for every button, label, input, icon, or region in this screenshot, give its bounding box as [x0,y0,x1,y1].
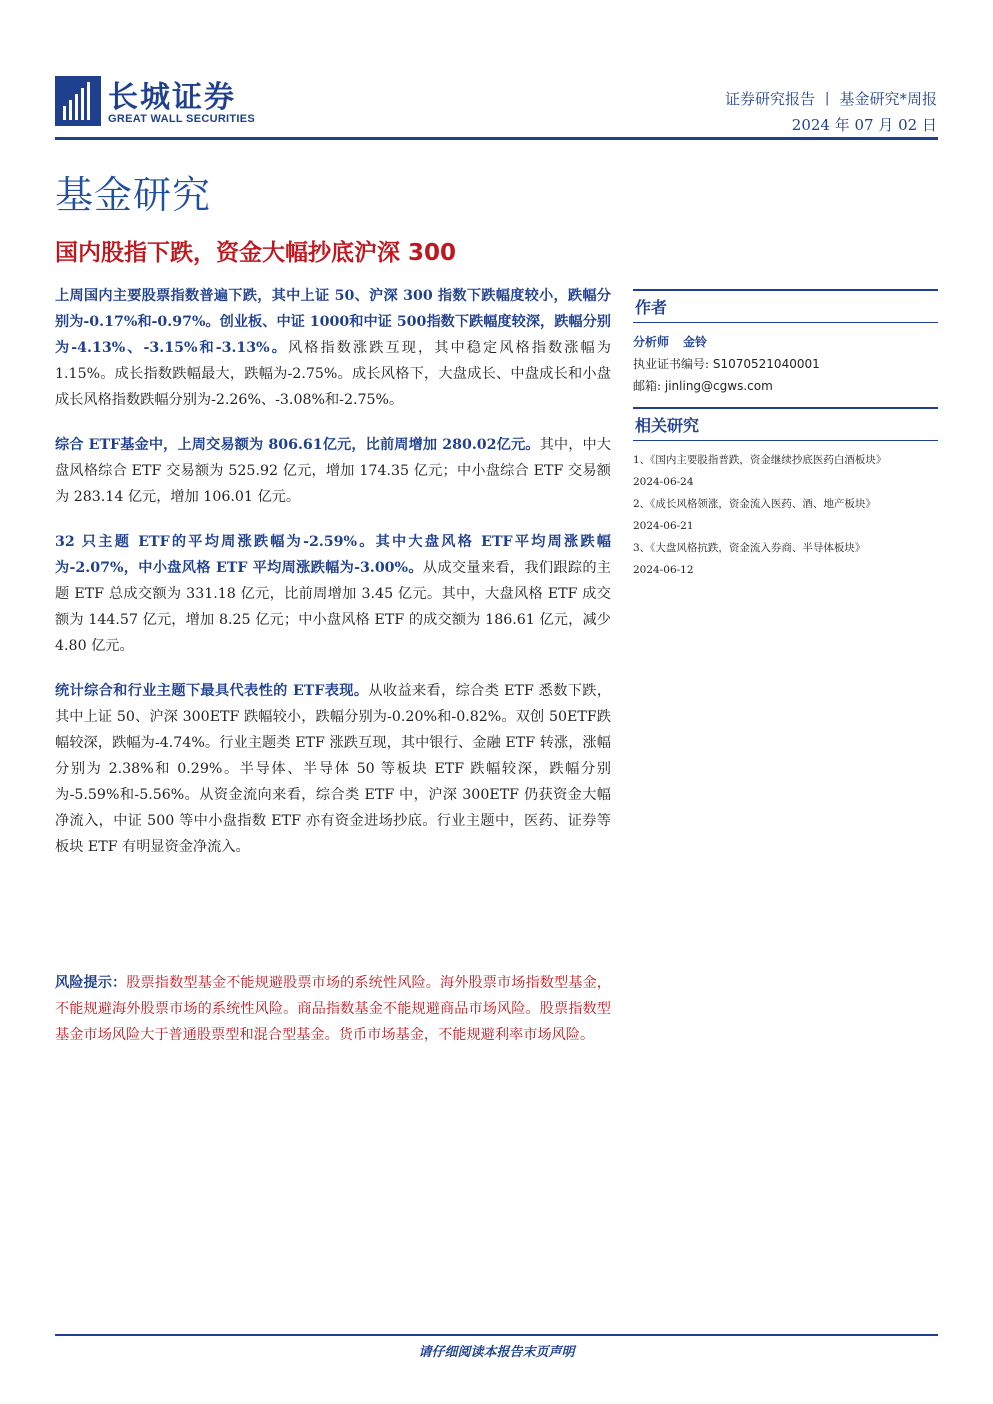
footer-divider [55,1334,938,1336]
paragraph-text: 从收益来看，综合类 ETF 悉数下跌，其中上证 50、沪深 300ETF 跌幅较小，跌幅分别为-0.20%和-0.82%。双创 50ETF跌幅较深，跌幅为-4.74%。行业主题类 ETF 涨跌互现，其中银行、金融 ETF 转涨，涨幅分别为 2.38%和 0.29%。半导体、半导体 50 等板块 ETF 跌幅较深，跌幅分别为-5.59%和-5.56%。从资金流向来看，综合类 ETF 中，沪深 300ETF 仍获资金大幅净流入，中证 500 等中小盘指数 ETF 亦有资金进场抄底。行业主题中，医药、证券等板块 ETF 有明显资金净流入。 [55,683,612,855]
risk-lead: 风险提示： [55,975,127,991]
report-title: 国内股指下跌，资金大幅抄底沪深 300 [55,240,457,266]
paragraph-text: 其中，中大盘风格综合 ETF 交易额为 525.92 亿元，增加 174.35 亿元；中小盘综合 ETF 交易额为 283.14 亿元，增加 106.01 亿元。 [55,437,611,505]
analyst-line [633,331,938,353]
report-body [55,283,611,879]
risk-notice [55,970,611,1048]
analyst-name: 金铃 [683,335,708,349]
sidebar [633,289,938,581]
cert-line [633,353,938,375]
related-report-date: 2024-06-12 [633,564,694,576]
footer-disclaimer-notice: 请仔细阅读本报告末页声明 [418,1345,575,1360]
related-report-title[interactable]: 2、《成长风格领涨，资金流入医药、酒、地产板块》 [633,498,876,510]
paragraph-lead: 上周国内主要股票指数普遍下跌，其中上证 50、沪深 300 指数下跌幅度较小，跌幅分别为-0.17%和-0.97%。创业板、中证 1000和中证 500指数下跌幅度较深，跌幅分别为-4.13%、-3.15%和-3.13%。 [55,288,611,356]
risk-text: 股票指数型基金不能规避股票市场的系统性风险。海外股票市场指数型基金，不能规避海外股票市场的系统性风险。商品指数基金不能规避商品市场风险。股票指数型基金市场风险大于普通股票型和混合型基金。货币市场基金，不能规避利率市场风险。 [55,975,611,1043]
body-paragraph [55,283,611,413]
report-date: 2024 年 07 月 02 日 [791,116,937,134]
related-report-title[interactable]: 1、《国内主要股指普跌，资金继续抄底医药白酒板块》 [633,454,887,466]
author-heading: 作者 [633,289,938,322]
logo-wordmark-cn: 长城证券 [108,80,236,115]
cert-label: 执业证书编号: [633,357,710,371]
cert-value: S1070521040001 [712,357,820,371]
paragraph-text: 从成交量来看，我们跟踪的主题 ETF 总成交额为 331.18 亿元，比前周增加 3.45 亿元。其中，大盘风格 ETF 成交额为 144.57 亿元，增加 8.25 亿元；中小盘风格 ETF 的成交额为 186.61 亿元，减少 4.80 亿元。 [55,560,611,654]
company-logo-icon [55,76,101,126]
analyst-label: 分析师 [633,335,670,349]
email-link[interactable]: jinling@cgws.com [664,379,773,393]
paragraph-lead: 综合 ETF基金中，上周交易额为 806.61亿元，比前周增加 280.02亿元。 [55,437,540,453]
body-paragraph [55,678,611,860]
paragraph-text: 风格指数涨跌互现，其中稳定风格指数涨幅为 1.15%。成长指数跌幅最大，跌幅为-2.75%。成长风格下，大盘成长、中盘成长和小盘成长风格指数跌幅分别为-2.26%、-3.08%和-2.75%。 [55,340,611,408]
email-line [633,375,938,397]
related-list [633,449,938,581]
body-paragraph [55,529,611,659]
related-report-date: 2024-06-21 [633,520,694,532]
paragraph-lead: 32 只主题 ETF的平均周涨跌幅为-2.59%。其中大盘风格 ETF平均周涨跌幅为-2.07%，中小盘风格 ETF 平均周涨跌幅为-3.00%。 [55,534,611,576]
email-label: 邮箱: [633,379,662,393]
paragraph-lead: 统计综合和行业主题下最具代表性的 ETF表现。 [55,683,369,699]
sidebar-divider [633,440,938,441]
section-title: 基金研究 [55,173,212,217]
sidebar-divider [633,322,938,323]
report-type-label: 证券研究报告 丨 基金研究*周报 [724,90,937,108]
header-divider [55,137,938,140]
logo-wordmark-en: GREAT WALL SECURITIES [108,113,256,125]
related-heading: 相关研究 [633,407,938,440]
body-paragraph [55,432,611,510]
related-report-title[interactable]: 3、《大盘风格抗跌，资金流入券商、半导体板块》 [633,542,866,554]
related-report-date: 2024-06-24 [633,476,694,488]
